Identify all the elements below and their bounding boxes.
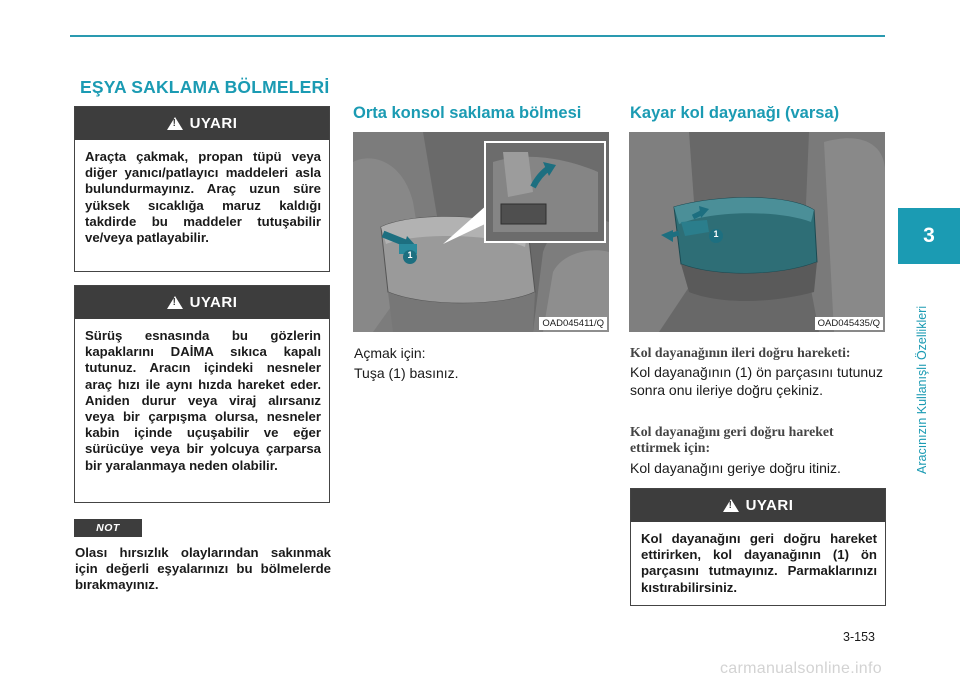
figure-code: OAD045411/Q bbox=[539, 317, 607, 330]
center-console-illustration bbox=[353, 132, 609, 332]
sliding-armrest-illustration bbox=[629, 132, 885, 332]
center-console-figure bbox=[353, 132, 609, 332]
page-number: 3-153 bbox=[843, 630, 875, 644]
open-instruction-text: Tuşa (1) basınız. bbox=[354, 365, 459, 381]
warning-triangle-icon bbox=[167, 296, 183, 309]
figure-code: OAD045435/Q bbox=[815, 317, 883, 330]
watermark: carmanualsonline.info bbox=[720, 660, 882, 677]
warning-box-compartment-lids bbox=[74, 285, 330, 503]
top-rule bbox=[70, 35, 885, 37]
warning-header bbox=[631, 489, 885, 522]
chapter-title bbox=[913, 258, 933, 478]
warning-box-armrest bbox=[630, 488, 886, 606]
forward-movement-text: Kol dayanağının (1) ön parçasını tutunuz sonra onu ileriye doğru çekiniz. bbox=[630, 364, 883, 398]
open-instruction-label: Açmak için: bbox=[354, 345, 426, 361]
forward-movement-heading: Kol dayanağının ileri doğru hareketi: bbox=[630, 345, 851, 360]
backward-movement-heading: Kol dayanağını geri doğru hareket ettirmek için: bbox=[630, 424, 834, 455]
warning-label: UYARI bbox=[189, 294, 238, 311]
warning-text: Sürüş esnasında bu gözlerin kapaklarını DAİMA sıkıca kapalı tutunuz. Aracın içindeki nesneler araç hızı ile aynı hızda hareket eder. Aniden durur veya viraj alırsanız veya bir çarpışma olursa, nesneler kabin içinde uçuşabilir ve eğer sürücüye veya bir yolcuya çarparsa bir yaralanmaya neden olabilir. bbox=[85, 328, 321, 473]
figure-callout-1: 1 bbox=[713, 229, 719, 239]
chapter-number-tab: 3 bbox=[898, 208, 960, 264]
note-text: Olası hırsızlık olaylarından sakınmak için değerli eşyalarınızı bu bölmelerde bırakmayınız. bbox=[75, 545, 331, 593]
warning-label: UYARI bbox=[189, 115, 238, 132]
warning-header bbox=[75, 107, 329, 140]
chapter-title-text: Aracınızın Kullanışlı Özellikleri bbox=[915, 305, 929, 474]
warning-text: Kol dayanağını geri doğru hareket ettirirken, kol dayanağının (1) ön parçasını tutmayınız. Parmaklarınızı kıstırabilirsiniz. bbox=[641, 531, 877, 595]
section-title: EŞYA SAKLAMA BÖLMELERİ bbox=[80, 77, 330, 97]
warning-box-lighter bbox=[74, 106, 330, 272]
figure-callout-1: 1 bbox=[407, 250, 413, 260]
sliding-armrest-figure bbox=[629, 132, 885, 332]
warning-triangle-icon bbox=[167, 117, 183, 130]
warning-text: Araçta çakmak, propan tüpü veya diğer yanıcı/patlayıcı maddeleri asla bulundurmayınız. Araç uzun süre yüksek sıcaklığa maruz kaldığı takdirde bu maddeler tutuşabilir ve/veya patlayabilir. bbox=[85, 149, 321, 246]
sliding-armrest-title: Kayar kol dayanağı (varsa) bbox=[630, 104, 840, 122]
note-badge: NOT bbox=[74, 519, 142, 537]
center-console-title: Orta konsol saklama bölmesi bbox=[353, 104, 582, 122]
warning-label: UYARI bbox=[745, 497, 794, 514]
warning-header bbox=[75, 286, 329, 319]
backward-movement-text: Kol dayanağını geriye doğru itiniz. bbox=[630, 460, 841, 476]
warning-triangle-icon bbox=[723, 499, 739, 512]
